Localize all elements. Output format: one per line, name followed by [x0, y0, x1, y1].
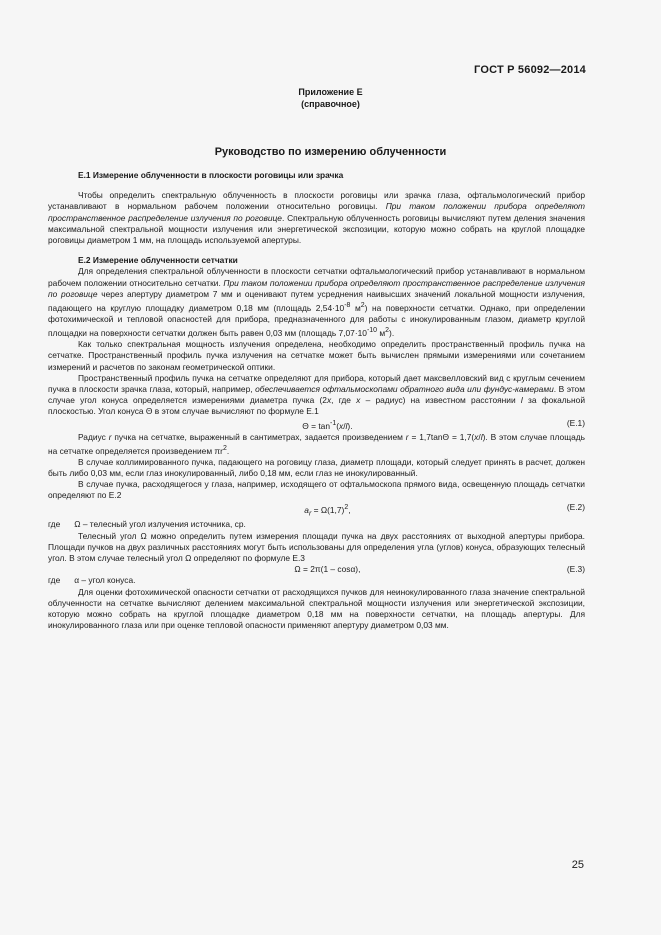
where-alpha: где α – угол конуса.: [48, 575, 136, 586]
section-e2-paragraph-2: Как только спектральная мощность излучения определена, необходимо определить пространственный профиль пучка на сетчатке. Пространственный профиль пучка излучения на сетчатке может быть вычислен прямыми измерениями или сочетанием измерений и расчетов по законам геометрической оптики.: [48, 339, 585, 372]
formula-e2: $a_r = \Omega(1,7)^2$, (Е.2): [48, 502, 585, 520]
section-e2-heading: Е.2 Измерение облученности сетчатки: [78, 255, 238, 266]
section-e2-paragraph-6: В случае пучка, расходящегося у глаза, например, исходящего от офтальмоскопа прямого вида, освещенную площадь сетчатки определяют по Е.2: [48, 479, 585, 501]
section-e2-paragraph-4: Радиус r пучка на сетчатке, выраженный в сантиметрах, задается произведением r = 1,7tanΘ = 1,7(x/l). В этом случае площадь на сетчатке определяется произведением $\pi r^2$.: [48, 431, 585, 456]
section-e1-heading: Е.1 Измерение облученности в плоскости роговицы или зрачка: [78, 170, 344, 180]
page-title: Руководство по измерению облученности: [214, 146, 447, 158]
formula-e1-number: (Е.1): [566, 417, 585, 428]
section-e2-paragraph-5: В случае коллимированного пучка, падающего на роговицу глаза, диаметр площади, который следует принять в расчет, должен быть либо 0,03 мм, если глаз инокулированный, либо 0,18 мм, если глаз не инокулированный.: [48, 456, 585, 479]
standard-code: ГОСТ Р 56092—2014: [474, 64, 586, 76]
page-number: 25: [571, 859, 584, 871]
section-e2-paragraph-7: Телесный угол Ω можно определить путем измерения площади пучка на двух расстояниях от выходной апертуры прибора. Площади пучков на двух различных расстояниях могут быть использованы для определения угла (углов) конуса, образующих телесный угол. В этом случае телесный угол Ω определяют по формуле Е.3: [48, 530, 585, 563]
appendix-label: [0, 86, 661, 110]
section-e1-paragraph: Чтобы определить спектральную облученность в плоскости роговицы или зрачка глаза, офтальмологический прибор устанавливают в нормальном рабочем положении относительно роговицы. При таком положении прибора определяют пространственное распределение излучения по роговице. Спектральную облученность роговицы вычисляют путем деления значения максимальной спектральной мощности излучения или энергетической экспозиции, которую можно собрать на круглой площадке роговицы диаметром 1 мм, на площадь используемой апертуры.: [48, 190, 585, 246]
formula-e3-number: (Е.3): [566, 564, 585, 575]
appendix-title: Приложение Е: [298, 87, 363, 97]
section-e2-paragraph-8: Для оценки фотохимической опасности сетчатки от расходящихся пучков для неинокулированного глаза значение спектральной облученности на сетчатке вычисляют делением максимальной спектральной мощности излучения или энергетической экспозиции, которую можно собрать на круглой площадке диаметром 0,18 мм на поверхности сетчатки, на площадь апертуры. Для инокулированного глаза или при оценке тепловой опасности применяют апертуру диаметром 0,03 мм.: [48, 586, 585, 631]
appendix-type: (справочное): [301, 99, 360, 109]
where-omega: где Ω – телесный угол излучения источника, ср.: [48, 519, 246, 530]
section-e2-paragraph-1: Для определения спектральной облученности в плоскости сетчатки офтальмологический прибор устанавливают в нормальном рабочем положении относительно сетчатки. При таком положении прибора определяют пространственное распределение излучения по роговице через апертуру диаметром 7 мм и оценивают путем усреднения наивысших значений локальной мощности излучения, падающего на круглую площадку диаметром 0,18 мм (площадь $2,54\cdot 10^{-8}$ $м^2$) на поверхности сетчатки. Однако, при определении фотохимической и тепловой опасностей для прибора, предназначенного для работы с инокулированным глазом, диаметр круглой площадки на поверхности сетчатки должен быть равен 0,03 мм (площадь $7,07\cdot 10^{-10}$ $м^2$).: [48, 266, 585, 339]
section-e2-paragraph-3: Пространственный профиль пучка на сетчатке определяют для прибора, который дает максвелловский вид с круглым сечением пучка в плоскости зрачка глаза, который, например, обеспечивается офтальмоскопами обратного вида или фундус-камерами. В этом случае угол конуса определяется измерениями диаметра пучка (2x, где x – радиус) на известном расстоянии l за фокальной плоскостью. Угол конуса Θ в этом случае вычисляют по формуле Е.1: [48, 372, 586, 417]
document-body: [48, 170, 585, 631]
formula-e2-number: (Е.2): [566, 501, 585, 512]
formula-e1: $\Theta = \tan^{-1}(x/l)$. (Е.1): [302, 417, 585, 431]
formula-e3: Ω = 2π(1 – cosα), (Е.3): [294, 564, 585, 575]
